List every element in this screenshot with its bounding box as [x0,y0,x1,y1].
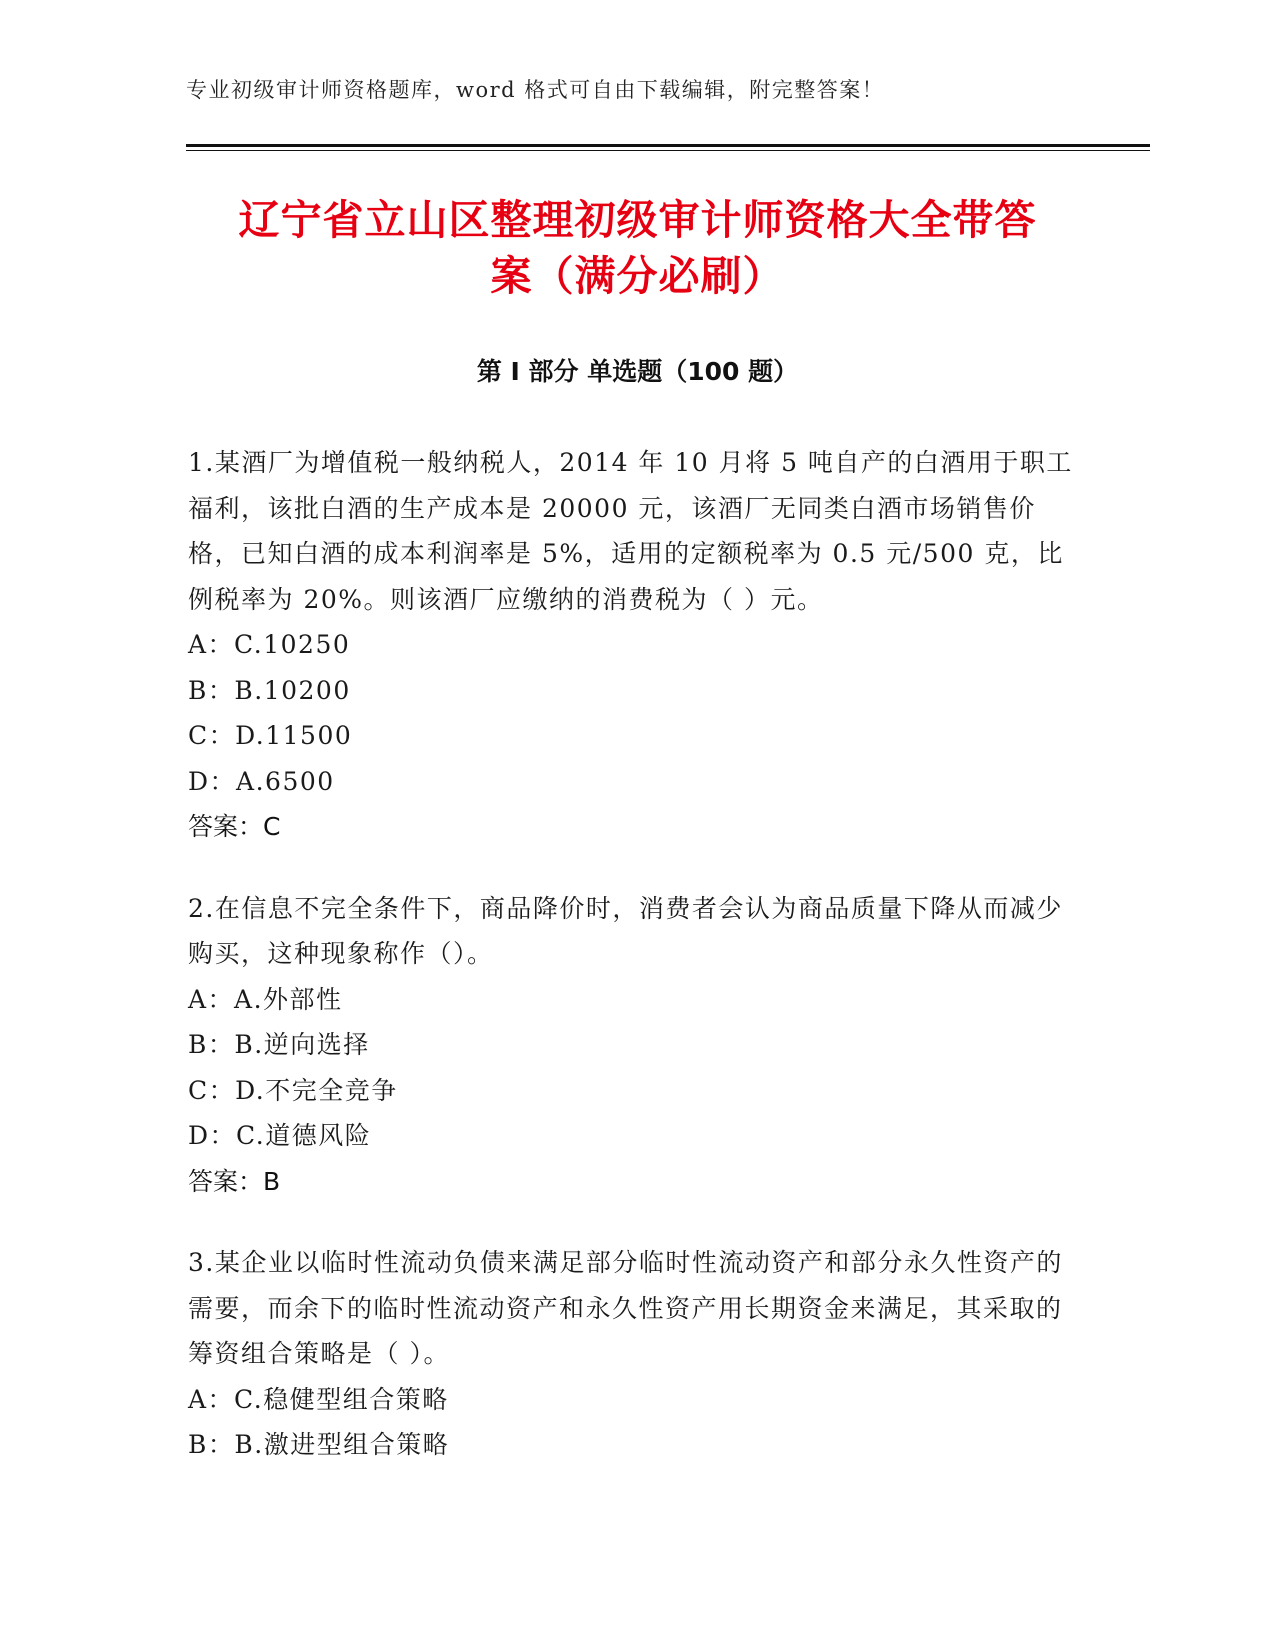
answer-text: 答案：B [188,1166,281,1196]
question-stem: 2.在信息不完全条件下，商品降价时，消费者会认为商品质量下降从而减少购买，这种现象称作（）。 [188,893,1063,968]
header-rule-thin [186,150,1150,151]
question-3 [188,1240,1088,1468]
option-c: C：D.11500 [188,721,353,750]
option-d: D：A.6500 [188,766,335,796]
option-d: D：C.道德风险 [188,1121,372,1150]
question-list [188,440,1088,1504]
question-stem: 1.某酒厂为增值税一般纳税人，2014 年 10 月将 5 吨自产的白酒用于职工福利，该批白酒的生产成本是 20000 元，该酒厂无同类白酒市场销售价格，已知白酒的成本利润率是 5%，适用的定额税率为 0.5 元/500 克，比例税率为 20%。则该酒厂应缴纳的消费税为（ ）元。 [188,448,1073,614]
option-a: A：A.外部性 [188,984,343,1014]
document-title-line-1: 辽宁省立山区整理初级审计师资格大全带答 [238,196,1037,244]
option-b: B：B.10200 [188,675,351,705]
header-rule-thick [186,144,1150,147]
section-heading: 第 I 部分 单选题（100 题） [476,357,799,386]
document-title-line-2: 案（满分必刷） [490,252,785,300]
document-title [150,192,1125,304]
question-1 [188,440,1088,850]
option-a: A：C.稳健型组合策略 [188,1384,449,1414]
option-b: B：B.激进型组合策略 [188,1430,450,1459]
option-b: B：B.逆向选择 [188,1030,370,1059]
option-c: C：D.不完全竞争 [188,1075,398,1105]
answer-text: 答案：C [188,812,281,841]
question-2 [188,886,1088,1205]
question-stem: 3.某企业以临时性流动负债来满足部分临时性流动资产和部分永久性资产的需要，而余下的临时性流动资产和永久性资产用长期资金来满足，其采取的筹资组合策略是（ ）。 [188,1248,1063,1368]
option-a: A：C.10250 [188,630,351,659]
header-note: 专业初级审计师资格题库，word 格式可自由下载编辑，附完整答案！ [186,78,885,102]
